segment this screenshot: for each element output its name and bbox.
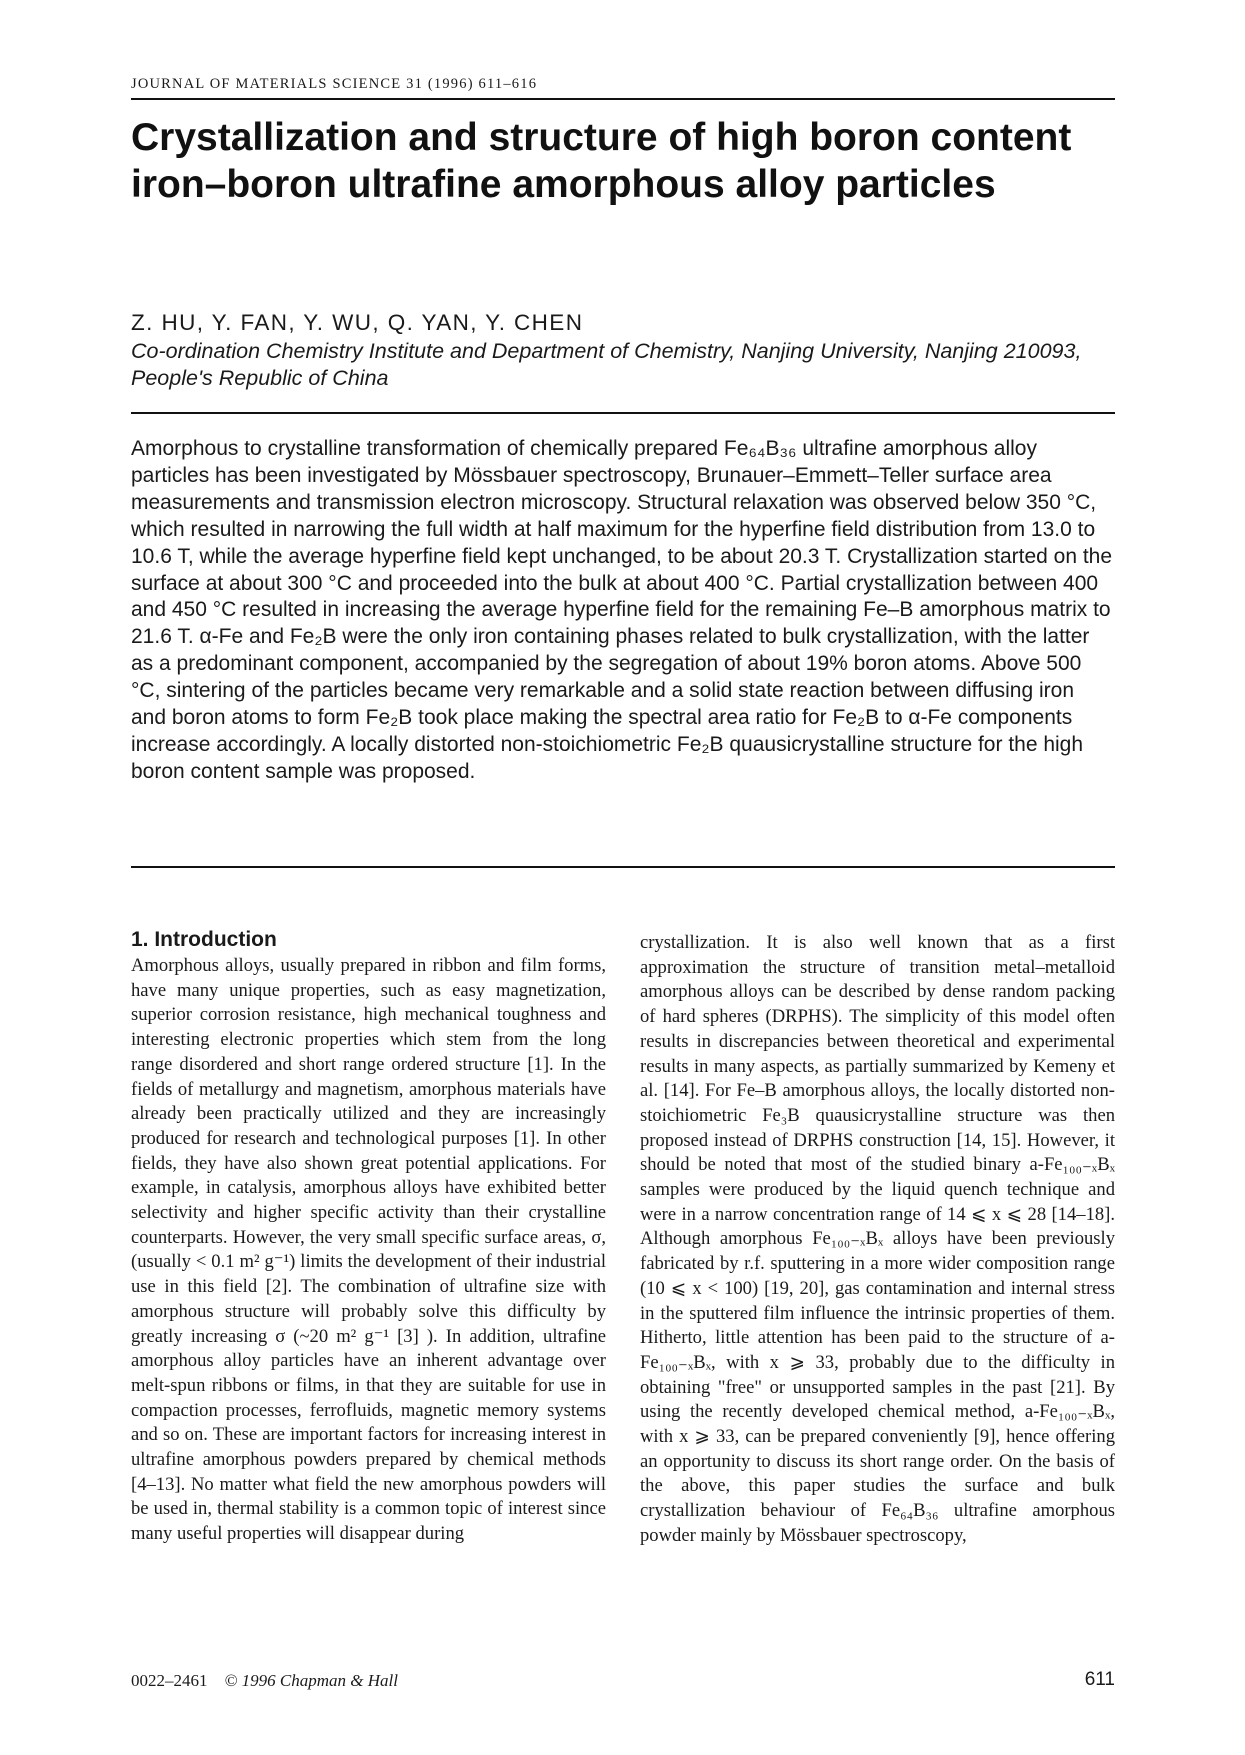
abstract [131,436,1113,786]
journal-header: JOURNAL OF MATERIALS SCIENCE 31 (1996) 611–616 [131,76,538,92]
article-title: Crystallization and structure of high boron content iron–boron ultrafine amorphous alloy particles [131,116,1072,206]
body-column-left [131,954,606,1547]
issn: 0022–2461 [131,1671,208,1690]
footer-issn-copyright [131,1671,398,1691]
author-list: Z. HU, Y. FAN, Y. WU, Q. YAN, Y. CHEN [131,310,584,335]
abstract-text: Amorphous to crystalline transformation of chemically prepared Fe₆₄B₃₆ ultrafine amorphous alloy particles has been investigated by Mössbauer spectroscopy, Brunauer–Emmett–Teller surface area measurements and transmission electron microscopy. Structural relaxation was observed below 350 °C, which resulted in narrowing the full width at half maximum for the hyperfine field distribution from 13.0 to 10.6 T, while the average hyperfine field kept unchanged, to be about 20.3 T. Crystallization started on the surface at about 300 °C and proceeded into the bulk at about 400 °C. Partial crystallization between 400 and 450 °C resulted in increasing the average hyperfine field for the remaining Fe–B amorphous matrix to 21.6 T. α-Fe and Fe₂B were the only iron containing phases related to bulk crystallization, with the latter as a predominant component, accompanied by the segregation of about 19% boron atoms. Above 500 °C, sintering of the particles became very remarkable and a solid state reaction between diffusing iron and boron atoms to form Fe₂B took place making the spectral area ratio for Fe₂B to α-Fe components increase accordingly. A locally distorted non-stoichiometric Fe₂B quausicrystalline structure for the high boron content sample was proposed. [131,437,1113,783]
body-paragraph-left: Amorphous alloys, usually prepared in ribbon and film forms, have many unique properties, such as easy magnetization, superior corrosion resistance, high mechanical toughness and interesting electronic properties which stem from the long range disordered and short range ordered structure [1]. In the fields of metallurgy and magnetism, amorphous materials have already been practically utilized and they are increasingly produced for research and technological purposes [1]. In other fields, they have also shown great potential applications. For example, in catalysis, amorphous alloys have exhibited better selectivity and higher specific activity than their crystalline counterparts. However, the very small specific surface areas, σ, (usually < 0.1 m² g⁻¹) limits the development of their industrial use in this field [2]. The combination of ultrafine size with amorphous structure will probably solve this difficulty by greatly increasing σ (~20 m² g⁻¹ [3] ). In addition, ultrafine amorphous alloy particles have an inherent advantage over melt-spun ribbons or films, in that they are suitable for use in compaction processes, ferrofluids, magnetic memory systems and so on. These are important factors for increasing interest in ultrafine amorphous powders prepared by chemical methods [4–13]. No matter what field the new amorphous powders will be used in, thermal stability is a common topic of interest since many useful properties will disappear during [131,955,606,1545]
affiliation: Co-ordination Chemistry Institute and Department of Chemistry, Nanjing University, Nanjing 210093, People's Republic of China [131,339,1082,390]
copyright: © 1996 Chapman & Hall [224,1671,398,1690]
section-heading-introduction: 1. Introduction [131,928,277,951]
abstract-bottom-rule [131,866,1115,868]
body-column-right [640,931,1115,1549]
abstract-top-rule [131,412,1115,414]
body-paragraph-right: crystallization. It is also well known that as a first approximation the structure of transition metal–metalloid amorphous alloys can be described by dense random packing of hard spheres (DRPHS). The simplicity of this model often results in discrepancies between theoretical and experimental results in many aspects, as partially summarized by Kemeny et al. [14]. For Fe–B amorphous alloys, the locally distorted non-stoichiometric Fe₃B quausicrystalline structure was then proposed instead of DRPHS construction [14, 15]. However, it should be noted that most of the studied binary a-Fe₁₀₀₋ₓBₓ samples were produced by the liquid quench technique and were in a narrow concentration range of 14 ⩽ x ⩽ 28 [14–18]. Although amorphous Fe₁₀₀₋ₓBₓ alloys have been previously fabricated by r.f. sputtering in a more wider composition range (10 ⩽ x < 100) [19, 20], gas contamination and internal stress in the sputtered film influence the intrinsic properties of them. Hitherto, little attention has been paid to the structure of a-Fe₁₀₀₋ₓBₓ, with x ⩾ 33, probably due to the difficulty in obtaining "free" or unsupported samples in the past [21]. By using the recently developed chemical method, a-Fe₁₀₀₋ₓBₓ, with x ⩾ 33, can be prepared conveniently [9], hence offering an opportunity to discuss its short range order. On the basis of the above, this paper studies the surface and bulk crystallization behaviour of Fe₆₄B₃₆ ultrafine amorphous powder mainly by Mössbauer spectroscopy, [640,932,1115,1546]
page-number: 611 [1084,1669,1115,1690]
header-rule [131,98,1115,100]
